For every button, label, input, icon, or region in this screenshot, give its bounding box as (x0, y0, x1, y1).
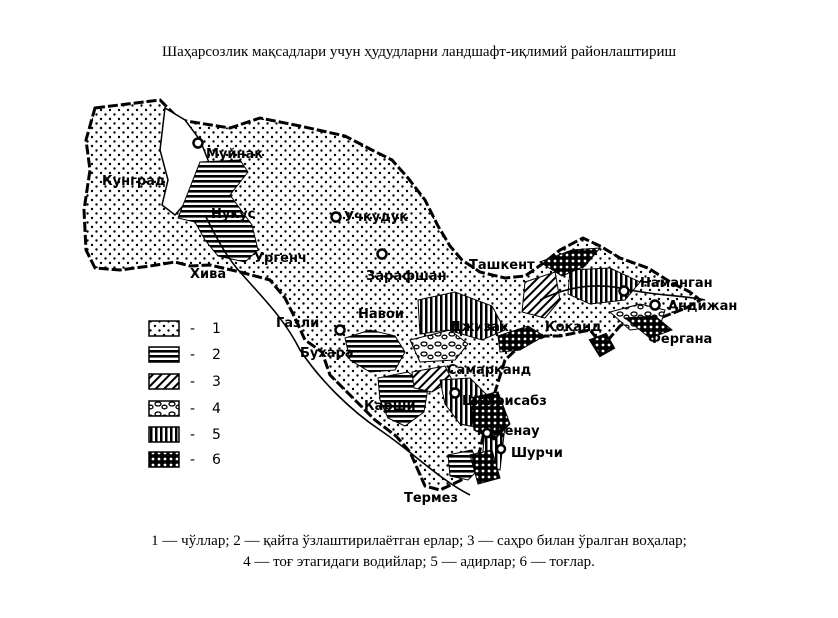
label-jizzakh: Джизак (450, 320, 509, 335)
label-shakhrisabz: Шахрисабз (462, 394, 547, 409)
marker-shurchi (497, 445, 505, 453)
legend-swatch-5 (149, 427, 179, 442)
legend-dash-3: - (190, 374, 196, 390)
legend-num-5: 5 (212, 427, 221, 443)
legend-num-4: 4 (212, 401, 221, 417)
label-navoi: Навои (358, 307, 404, 322)
label-denau: Денау (493, 424, 540, 439)
label-khiva: Хива (190, 267, 227, 282)
label-termez: Термез (404, 491, 458, 506)
marker-navoi (336, 326, 345, 335)
legend-swatch-6 (149, 452, 179, 467)
marker-samarkand (451, 389, 460, 398)
legend-num-1: 1 (212, 321, 221, 337)
label-namangan: Наманган (640, 276, 713, 291)
legend-swatch-3 (149, 374, 179, 389)
label-muynak: Муйнак (206, 147, 264, 162)
label-fergana: Фергана (648, 332, 713, 347)
label-nukus: Нукус (211, 207, 256, 222)
caption-line-1: 1 — чўллар; 2 — қайта ўзлаштирилаётган ерлар; 3 — саҳро билан ўралган воҳалар; (151, 533, 687, 549)
label-gazli: Газли (276, 316, 320, 331)
map-title: Шаҳарсозлик мақсадлари учун ҳудудларни ландшафт-иқлимий районлаштириш (161, 44, 677, 60)
legend-dash-4: - (190, 401, 196, 417)
legend-num-2: 2 (212, 347, 221, 363)
label-bukhara: Бухара (300, 346, 354, 361)
legend-num-6: 6 (212, 452, 221, 468)
label-uchkuduk: Учкудук (344, 210, 409, 225)
legend-dash-5: - (190, 427, 196, 443)
map-caption (0, 531, 838, 573)
marker-muynak (194, 139, 203, 148)
legend-num-3: 3 (212, 374, 221, 390)
label-shurchi: Шурчи (511, 446, 563, 461)
legend-swatch-2 (149, 347, 179, 362)
legend-swatch-4 (149, 401, 179, 416)
legend-dash-2: - (190, 347, 196, 363)
legend-swatch-1 (149, 321, 179, 336)
label-kokand: Коканд (545, 320, 602, 335)
label-karshi: Карши (364, 399, 416, 414)
label-zarafshan: Зарафшан (366, 269, 447, 284)
legend-dash-6: - (190, 452, 196, 468)
label-kungrad: Кунград (102, 174, 166, 189)
marker-uchkuduk (332, 213, 341, 222)
marker-denau (483, 429, 491, 437)
map-legend (149, 321, 221, 468)
caption-line-2: 4 — тоғ этагидаги водийлар; 5 — адирлар; 6 — тоғлар. (243, 554, 595, 570)
label-tashkent: Ташкент (469, 258, 535, 273)
label-urgench: Ургенч (254, 251, 307, 266)
legend-dash-1: - (190, 321, 196, 337)
marker-namangan (620, 287, 629, 296)
marker-andijan (651, 301, 660, 310)
label-andijan: Андижан (668, 299, 738, 314)
label-samarkand: Самарканд (447, 363, 532, 378)
marker-zarafshan (378, 250, 387, 259)
